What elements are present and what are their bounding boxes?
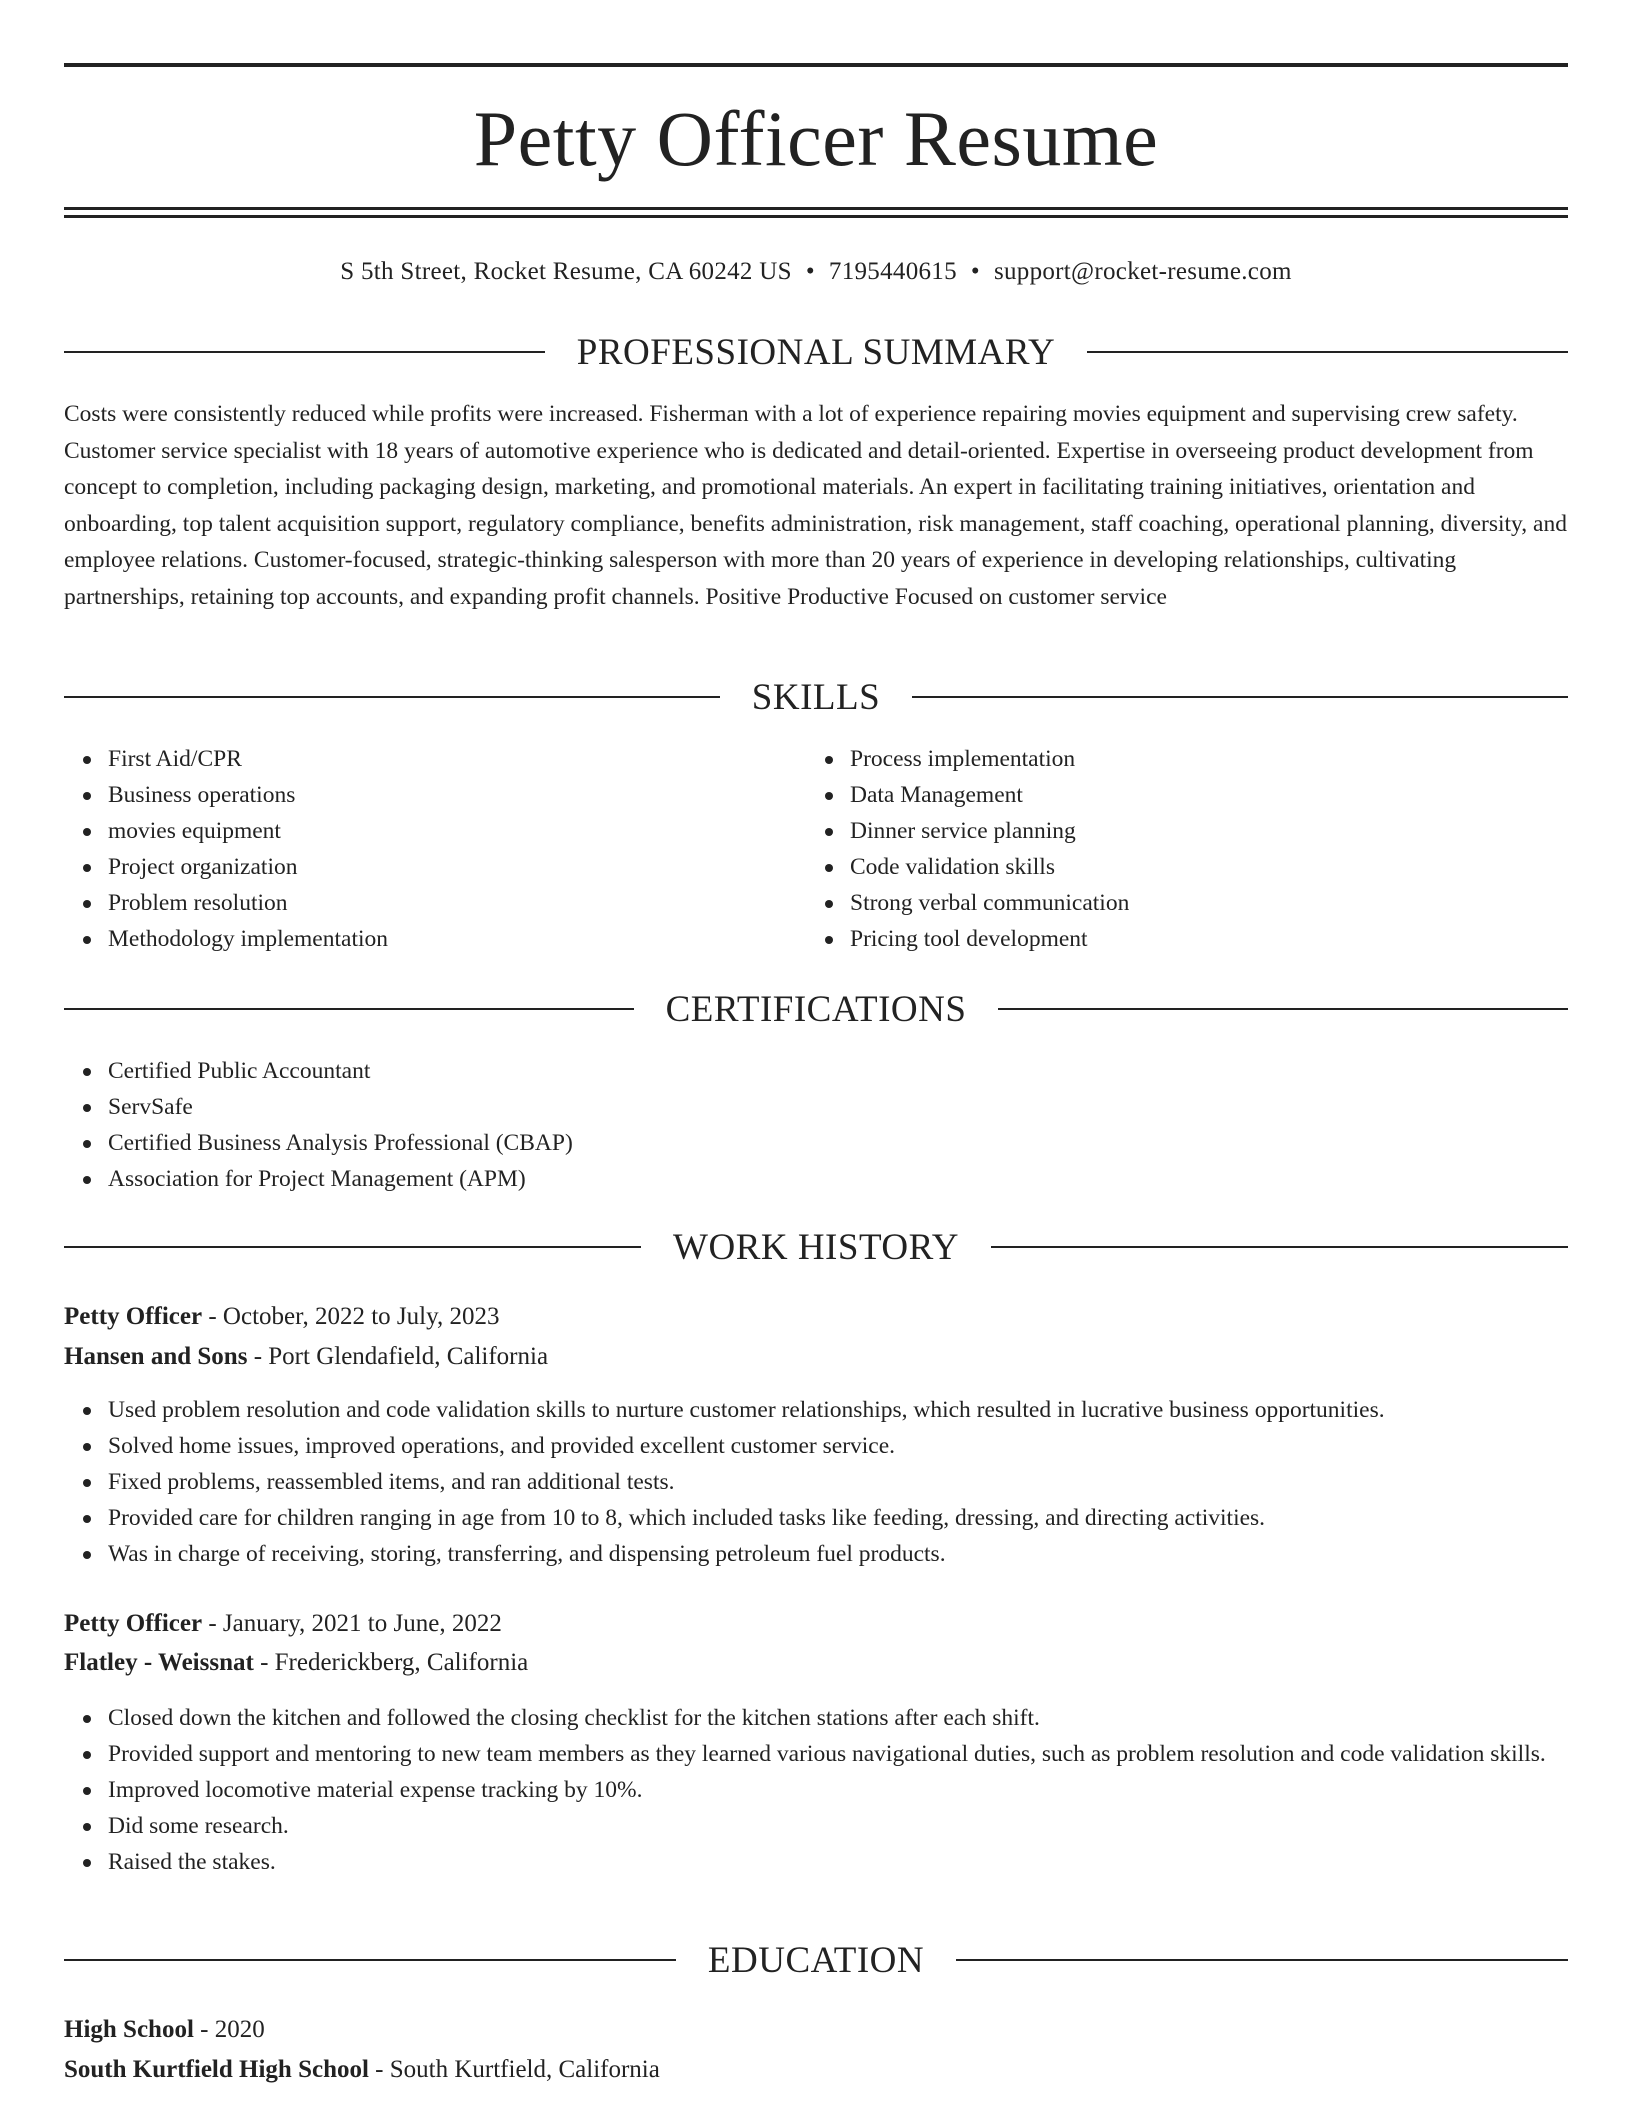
certifications-heading-label: CERTIFICATIONS <box>665 988 967 1030</box>
skills-list-left <box>64 741 808 957</box>
education-school: South Kurtfield High School <box>64 2056 369 2083</box>
job-bullets <box>64 1392 1568 1572</box>
education-location: - South Kurtfield, California <box>368 2056 660 2083</box>
education-heading <box>64 1938 1568 1982</box>
skills-heading <box>64 675 1568 719</box>
job-dates: - January, 2021 to June, 2022 <box>202 1610 502 1637</box>
work-heading-label: WORK HISTORY <box>673 1226 959 1268</box>
work-heading <box>64 1225 1568 1269</box>
job-bullet: Did some research. <box>108 1808 1568 1844</box>
job-bullets <box>64 1700 1568 1880</box>
skill-item: Strong verbal communication <box>850 885 1550 921</box>
skills-list-right <box>806 741 1550 957</box>
job-bullet: Used problem resolution and code validation skills to nurture customer relationships, which resulted in lucrative business opportunities. <box>108 1392 1568 1428</box>
certifications-heading <box>64 987 1568 1031</box>
contact-line <box>64 255 1568 289</box>
certification-item: Certified Public Accountant <box>108 1053 1568 1089</box>
job-company-line <box>64 1645 528 1681</box>
certification-item: Certified Business Analysis Professional (CBAP) <box>108 1125 1568 1161</box>
summary-heading-label: PROFESSIONAL SUMMARY <box>576 331 1056 373</box>
job-bullet: Closed down the kitchen and followed the closing checklist for the kitchen stations after each shift. <box>108 1700 1568 1736</box>
contact-email: support@rocket-resume.com <box>993 258 1292 285</box>
job-title: Petty Officer <box>64 1610 203 1637</box>
skill-item: Pricing tool development <box>850 921 1550 957</box>
skill-item: First Aid/CPR <box>108 741 808 777</box>
summary-text: Costs were consistently reduced while profits were increased. Fisherman with a lot of experience repairing movies equipment and supervising crew safety. Customer service specialist with 18 years of automotive experience who is dedicated and detail-oriented. Expertise in overseeing product development from concept to completion, including packaging design, marketing, and promotional materials. An expert in facilitating training initiatives, orientation and onboarding, top talent acquisition support, regulatory compliance, benefits administration, risk management, staff coaching, operational planning, diversity, and employee relations. Customer-focused, strategic-thinking salesperson with more than 20 years of experience in developing relationships, cultivating partnerships, retaining top accounts, and expanding profit channels. Positive Productive Focused on customer service <box>64 401 1567 610</box>
job-bullet: Was in charge of receiving, storing, transferring, and dispensing petroleum fuel products. <box>108 1536 1568 1572</box>
education-degree-line <box>64 2012 265 2048</box>
job-bullet: Provided care for children ranging in age from 10 to 8, which included tasks like feeding, dressing, and directing activities. <box>108 1500 1568 1536</box>
skill-item: Code validation skills <box>850 849 1550 885</box>
skill-item: Dinner service planning <box>850 813 1550 849</box>
job-company: Hansen and Sons <box>64 1343 248 1370</box>
job-company-line <box>64 1339 548 1375</box>
job-bullet: Raised the stakes. <box>108 1844 1568 1880</box>
education-heading-label: EDUCATION <box>707 1939 925 1981</box>
certifications-list <box>64 1053 1568 1197</box>
skill-item: Process implementation <box>850 741 1550 777</box>
contact-address: S 5th Street, Rocket Resume, CA 60242 US <box>340 258 792 285</box>
certification-item: Association for Project Management (APM) <box>108 1161 1568 1197</box>
job-location: - Frederickberg, California <box>253 1649 529 1676</box>
education-degree: High School <box>64 2016 194 2043</box>
job-bullet: Provided support and mentoring to new team members as they learned various navigational duties, such as problem resolution and code validation skills. <box>108 1736 1568 1772</box>
job-dates: - October, 2022 to July, 2023 <box>202 1303 500 1330</box>
resume-title: Petty Officer Resume <box>473 95 1159 182</box>
certification-item: ServSafe <box>108 1089 1568 1125</box>
skill-item: Business operations <box>108 777 808 813</box>
top-rule <box>64 63 1568 67</box>
job-title: Petty Officer <box>64 1303 203 1330</box>
job-company: Flatley - Weissnat <box>64 1649 254 1676</box>
title-rule-lower <box>64 215 1568 218</box>
contact-separator: • <box>805 258 815 285</box>
education-year: - 2020 <box>193 2016 265 2043</box>
job-location: - Port Glendafield, California <box>247 1343 549 1370</box>
job-bullet: Solved home issues, improved operations, and provided excellent customer service. <box>108 1428 1568 1464</box>
title-rule-upper <box>64 207 1568 210</box>
contact-phone: 7195440615 <box>828 258 957 285</box>
skill-item: movies equipment <box>108 813 808 849</box>
skill-item: Project organization <box>108 849 808 885</box>
skill-item: Data Management <box>850 777 1550 813</box>
education-school-line <box>64 2052 660 2088</box>
skills-heading-label: SKILLS <box>751 676 881 718</box>
contact-separator: • <box>970 258 980 285</box>
job-title-line <box>64 1299 499 1335</box>
skill-item: Problem resolution <box>108 885 808 921</box>
job-bullet: Fixed problems, reassembled items, and ran additional tests. <box>108 1464 1568 1500</box>
job-bullet: Improved locomotive material expense tracking by 10%. <box>108 1772 1568 1808</box>
job-title-line <box>64 1606 502 1642</box>
summary-heading <box>64 330 1568 374</box>
skill-item: Methodology implementation <box>108 921 808 957</box>
